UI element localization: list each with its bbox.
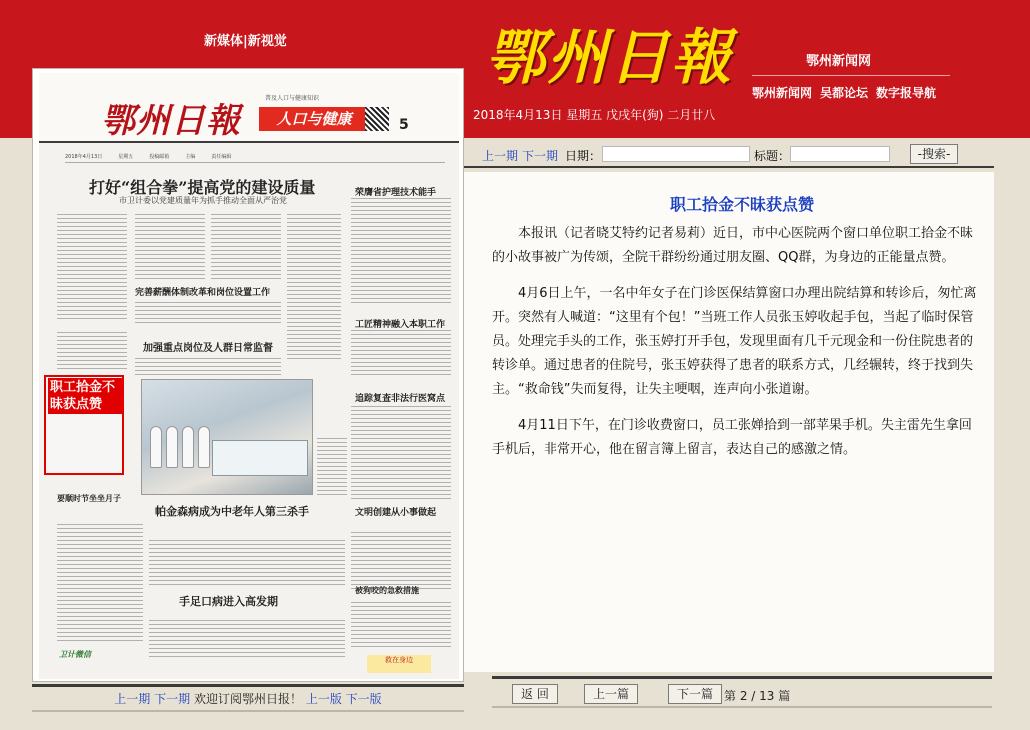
article-panel [464,172,994,672]
story-heading[interactable]: 工匠精神融入本职工作 [355,320,446,330]
article-title: 职工拾金不昧获点赞 [669,195,814,214]
text-column[interactable] [135,355,281,375]
story-heading[interactable]: 完善薪酬体制改革和岗位设置工作 [135,288,271,298]
text-column[interactable] [287,211,341,361]
page-info-date: 2018年4月13日 [65,154,103,160]
story-heading[interactable]: 追踪复查非法行医窝点 [355,394,446,404]
story-heading[interactable]: 手足口病进入高发期 [179,595,278,608]
search-prev-issue[interactable]: 上一期 [482,149,519,163]
site-rule [752,75,950,76]
newspaper-page-frame [32,68,464,682]
text-column[interactable] [351,195,451,305]
nav-digital-guide[interactable]: 数字报导航 [876,86,937,100]
section-tagline: 普及人口与健康知识 [265,95,320,102]
hospital-photo[interactable] [141,379,313,495]
text-column[interactable] [57,329,127,369]
story-heading[interactable]: 荣膺省护理技术能手 [355,188,437,198]
page-number: 5 [399,117,409,133]
text-column[interactable] [351,599,451,649]
page-info-editor: 主编 [185,154,196,160]
nurse-figure [182,426,194,468]
article-navigation [492,676,992,708]
text-column[interactable] [57,521,143,641]
date-input[interactable] [602,146,750,162]
story-heading[interactable]: 帕金森病成为中老年人第三杀手 [155,505,309,518]
search-next-issue[interactable]: 下一期 [522,149,559,163]
header-nav [752,84,936,101]
story-heading[interactable]: 文明创建从小事做起 [355,508,437,518]
text-column[interactable] [351,403,451,499]
story-heading[interactable]: 加强重点岗位及人群日常监督 [143,343,273,354]
hospital-bed-shape [212,440,308,476]
text-column[interactable] [135,211,205,281]
prev-issue-link[interactable]: 上一期 [114,692,151,706]
site-name: 鄂州新闻网 [806,54,872,69]
text-column[interactable] [317,435,347,495]
nurse-figure [198,426,210,468]
section-name: 人口与健康 [259,107,369,131]
text-column[interactable] [57,211,127,321]
qr-code-icon [365,107,389,131]
selected-article-label: 职工拾金不昧获点赞 [48,378,122,414]
page-info-email: 投稿邮箱 [149,154,170,160]
page-navigation [32,684,464,712]
article-count: 第 2 / 13 篇 [724,689,791,703]
next-issue-link[interactable]: 下一期 [154,692,191,706]
title-label: 标题： [754,149,791,163]
text-column[interactable] [351,327,451,377]
story-heading[interactable]: 被狗咬的急救措施 [355,585,419,595]
next-article-button[interactable]: 下一篇 [668,684,722,704]
text-column[interactable] [149,617,345,657]
text-column[interactable] [135,299,281,323]
page-lead-subheadline: 市卫计委以党建质量年为抓手推动全面从严治党 [119,196,287,205]
title-input[interactable] [790,146,890,162]
search-bar [464,140,994,168]
text-column[interactable] [351,529,451,589]
wechat-ad[interactable]: 卫计微信 [59,650,91,659]
masthead-text: 鄂州日報 [485,23,733,93]
page-info-duty-editor: 责任编辑 [211,154,232,160]
page-lead-headline[interactable]: 打好“组合拳”提高党的建设质量 [89,178,316,197]
article-paragraph: 4月6日上午，一名中年女子在门诊医保结算窗口办理出院结算和转诊后，匆忙离开。突然有人喊道：“这里有个包！”当班工作人员张玉婷收起手包，当起了临时保管员。处理完手头的工作，张玉婷打开手包，发现里面有几千元现金和一份住院患者的转诊单。通过患者的住院号，张玉婷获得了患者的联系方式，几经辗转，终于找到失主。“救命钱”失而复得，让失主哽咽，连声向小张道谢。 [492,286,977,397]
selected-article-highlight[interactable] [44,375,124,475]
page-masthead [39,73,459,143]
back-button[interactable]: 返 回 [512,684,558,704]
page-logo: 鄂州日報 [101,101,241,141]
first-aid-box[interactable]: 救在身边 [367,655,431,673]
nurse-figure [166,426,178,468]
page-info-weekday: 星期五 [118,154,134,160]
article-body [492,222,982,474]
nav-forum[interactable]: 吴都论坛 [820,86,869,100]
prev-page-link[interactable]: 上一版 [305,692,342,706]
new-media-links[interactable]: 新媒体|新视觉 [204,34,287,49]
date-label: 日期： [565,149,602,163]
page-info-strip [65,153,445,163]
story-heading[interactable]: 要顺时节坐坐月子 [57,493,121,503]
next-page-link[interactable]: 下一版 [345,692,382,706]
masthead-logo [485,6,733,93]
welcome-text: 欢迎订阅鄂州日报！ [193,692,302,706]
nav-news-site[interactable]: 鄂州新闻网 [752,86,813,100]
issue-date: 2018年4月13日 星期五 戊戌年(狗) 二月廿八 [473,108,716,122]
prev-article-button[interactable]: 上一篇 [584,684,638,704]
search-button[interactable]: -搜索- [910,144,958,164]
newspaper-page-image[interactable] [39,73,459,679]
article-paragraph: 本报讯（记者晓艾特约记者易莉）近日，市中心医院两个窗口单位职工拾金不昧的小故事被广为传颂，全院干群纷纷通过朋友圈、QQ群，为身边的正能量点赞。 [492,226,974,265]
text-column[interactable] [211,211,281,281]
text-column[interactable] [149,537,345,585]
nurse-figure [150,426,162,468]
article-paragraph: 4月11日下午，在门诊收费窗口，员工张婵拾到一部苹果手机。失主雷先生拿回手机后，非常开心，他在留言簿上留言，表达自己的感激之情。 [492,418,972,457]
